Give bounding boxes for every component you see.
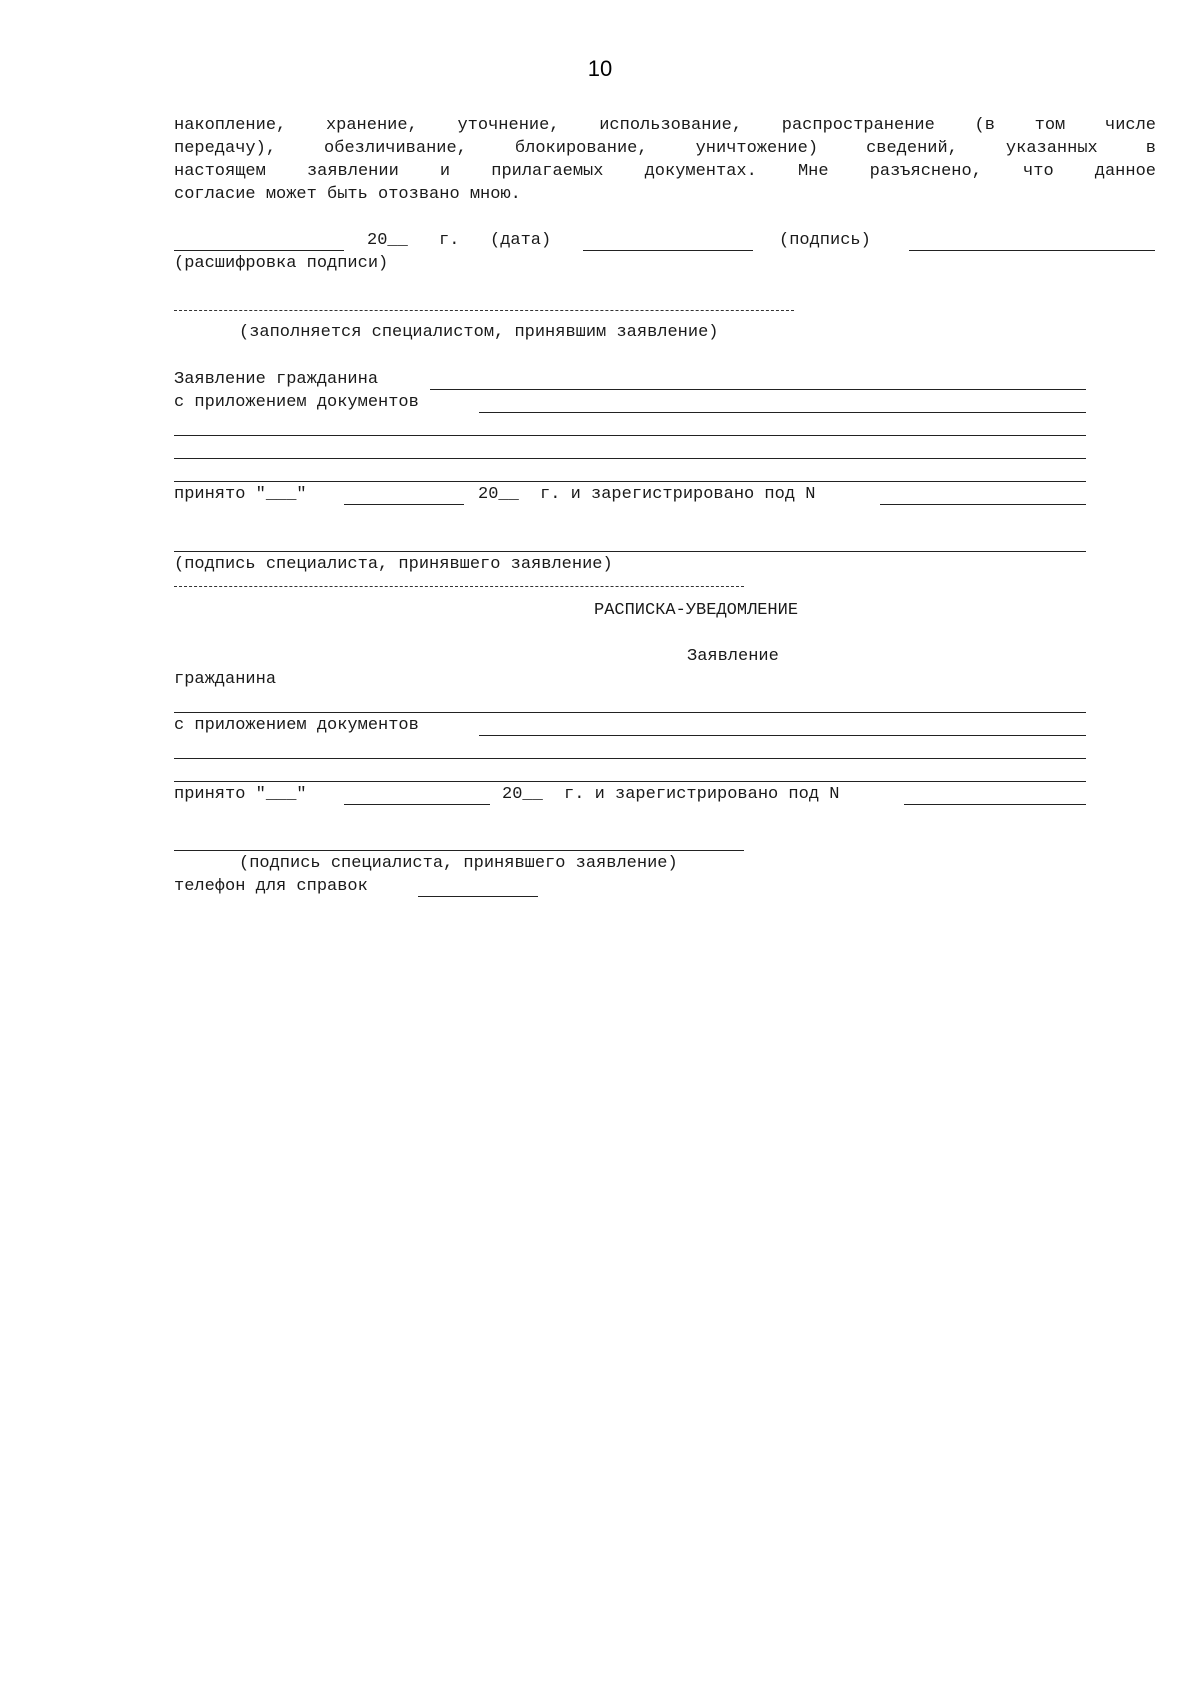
receipt-phone-line <box>418 896 538 897</box>
specialist-signature-note: (подпись специалиста, принявшего заявление) <box>174 555 613 574</box>
receipt-specialist-signature-note: (подпись специалиста, принявшего заявление) <box>239 854 678 873</box>
consent-line-2: передачу), обезличивание, блокирование, уничтожение) сведений, указанных в <box>174 139 1156 158</box>
attachments-line <box>479 412 1086 413</box>
accepted-year: 20__ <box>478 485 519 504</box>
receipt-attachments-label: с приложением документов <box>174 716 419 735</box>
receipt-application-word: Заявление <box>687 647 779 666</box>
attachments-extra-line-1 <box>174 435 1086 436</box>
section-divider-bottom <box>174 586 744 587</box>
receipt-accepted-month-line <box>344 804 490 805</box>
receipt-registered-text: г. и зарегистрировано под N <box>564 785 840 804</box>
date-label: (дата) <box>490 231 552 250</box>
attachments-extra-line-3 <box>174 481 1086 482</box>
registered-text: г. и зарегистрировано под N <box>540 485 816 504</box>
signature-label: (подпись) <box>779 231 871 250</box>
date-day-line <box>174 250 344 251</box>
signature-decode-label: (расшифровка подписи) <box>174 254 389 273</box>
date-year: 20__ <box>367 231 408 250</box>
receipt-attachments-extra-line-1 <box>174 758 1086 759</box>
consent-line-3: настоящем заявлении и прилагаемых документах. Мне разъяснено, что данное <box>174 162 1156 181</box>
consent-paragraph <box>174 114 1156 206</box>
signature-line <box>583 250 753 251</box>
attachments-extra-line-2 <box>174 458 1086 459</box>
receipt-attachments-extra-line-2 <box>174 781 1086 782</box>
section-divider-top <box>174 310 794 311</box>
date-year-suffix: г. <box>439 231 460 250</box>
accepted-month-line <box>344 504 464 505</box>
receipt-citizen-word: гражданина <box>174 670 277 689</box>
consent-line-1: накопление, хранение, уточнение, использование, распространение (в том числе <box>174 116 1156 135</box>
receipt-accepted-year: 20__ <box>502 785 543 804</box>
attachments-label: с приложением документов <box>174 393 419 412</box>
receipt-registration-number-line <box>904 804 1086 805</box>
accepted-prefix: принято "___" <box>174 485 307 504</box>
receipt-citizen-line <box>174 712 1086 713</box>
specialist-fill-note: (заполняется специалистом, принявшим заявление) <box>239 323 719 342</box>
application-citizen-line <box>430 389 1086 390</box>
receipt-phone-label: телефон для справок <box>174 877 368 896</box>
registration-number-line <box>880 504 1086 505</box>
application-citizen-label: Заявление гражданина <box>174 370 379 389</box>
receipt-attachments-line <box>479 735 1086 736</box>
receipt-specialist-signature-line <box>174 850 744 851</box>
receipt-title: РАСПИСКА-УВЕДОМЛЕНИЕ <box>594 601 799 620</box>
page-number: 10 <box>587 56 613 81</box>
specialist-signature-line <box>174 551 1086 552</box>
signature-decode-line <box>909 250 1155 251</box>
receipt-accepted-prefix: принято "___" <box>174 785 307 804</box>
consent-line-4: согласие может быть отозвано мною. <box>174 185 521 204</box>
